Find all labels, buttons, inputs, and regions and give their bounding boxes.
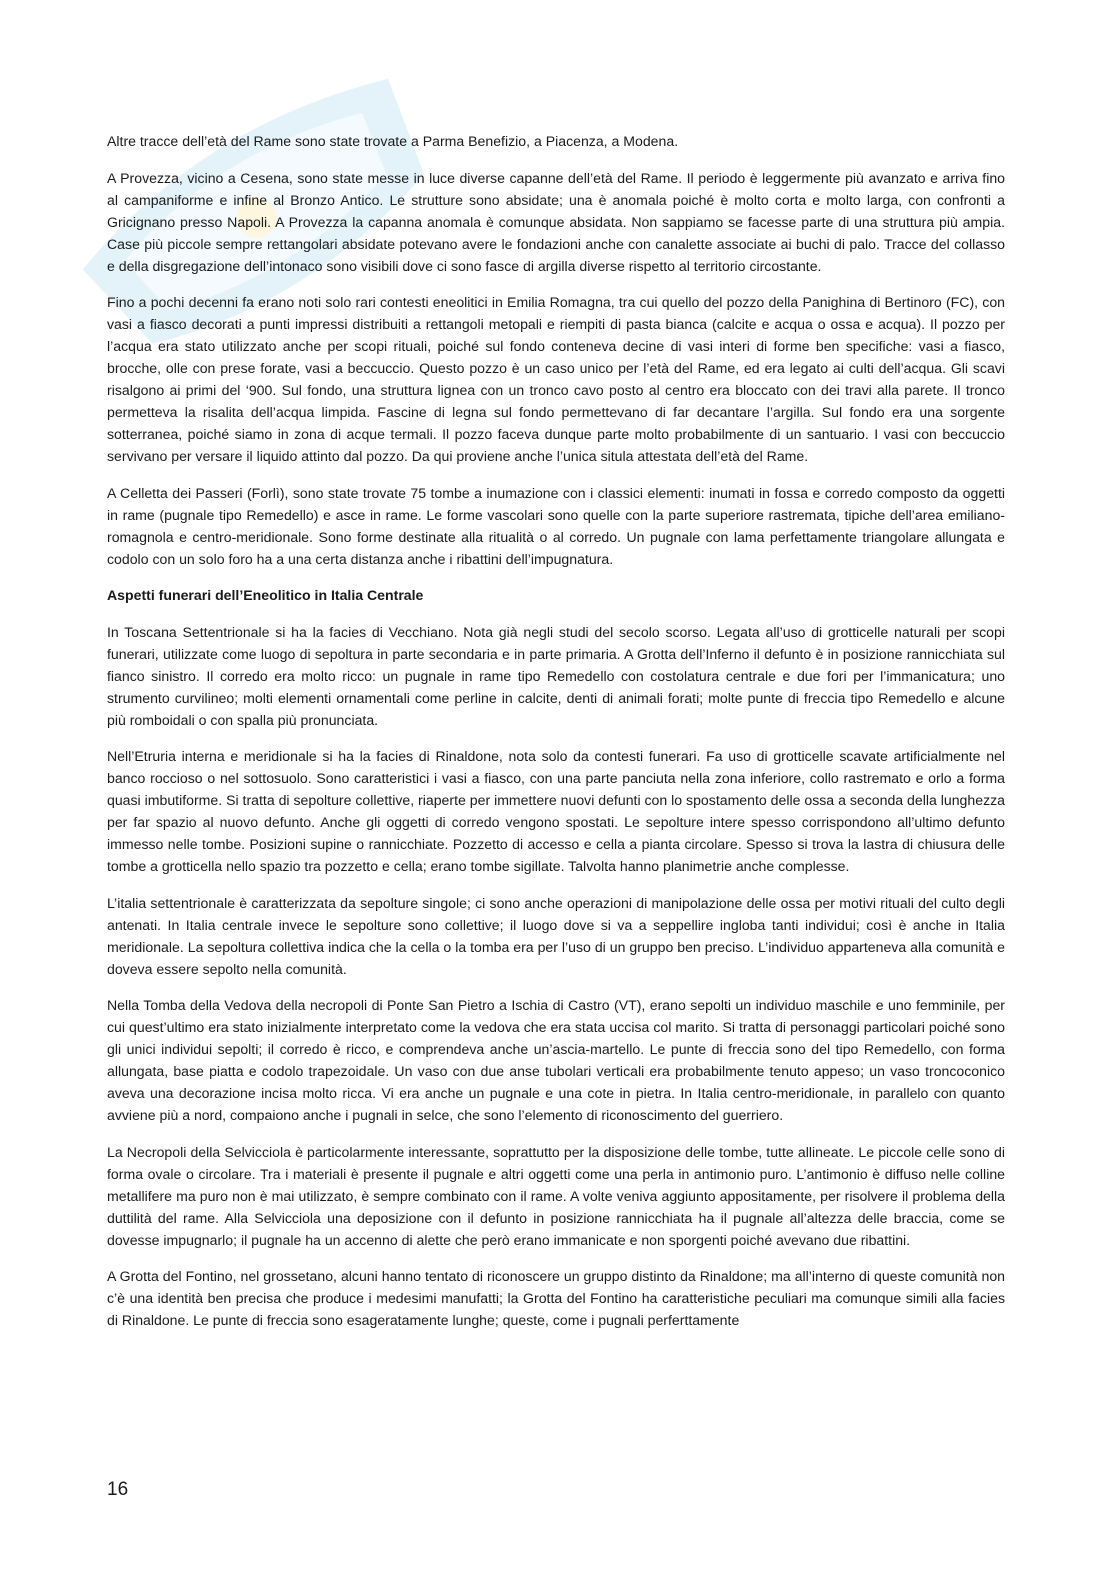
paragraph-8: Nella Tomba della Vedova della necropoli di Ponte San Pietro a Ischia di Castro (VT), erano sepolti un individuo maschile e uno femminile, per cui quest’ultimo era stato inizialmente interpretato come la vedova che era stata uccisa col marito. Si tratta di personaggi particolari poiché sono gli unici individui sepolti; il corredo è ricco, e comprendeva anche un’ascia-martello. Le punte di freccia sono del tipo Remedello, con forma allungata, base piatta e codolo trapezoidale. Un vaso con due anse tubolari verticali era probabilmente tenuto appeso; un vaso troncoconico aveva una decorazione incisa molto ricca. Vi era anche un pugnale e una cote in pietra. In Italia centro-meridionale, in parallelo con quanto avviene più a nord, compaiono anche i pugnali in selce, che sono l’elemento di riconoscimento del guerriero.: [107, 997, 1005, 1123]
page-number: 16: [107, 1479, 129, 1500]
paragraph-3: Fino a pochi decenni fa erano noti solo rari contesti eneolitici in Emilia Romagna, tra cui quello del pozzo della Panighina di Bertinoro (FC), con vasi a fiasco decorati a punti impressi distribuiti a rettangoli metopali e riempiti di pasta bianca (calcite e acqua o ossa e acqua). Il pozzo per l’acqua era stato utilizzato anche per scopi rituali, poiché sul fondo conteneva decine di vasi interi di forme ben specifiche: vasi a fiasco, brocche, olle con prese forate, vasi a beccuccio. Questo pozzo è un caso unico per l’età del Rame, ed era legato ai culti dell’acqua. Gli scavi risalgono ai primi del ‘900. Sul fondo, una struttura lignea con un tronco cavo posto al centro era bloccato con dei travi alla parete. Il tronco permetteva la risalita dell’acqua limpida. Fascine di legna sul fondo permettevano di far decantare l’argilla. Sul fondo era una sorgente sotterranea, poiché siamo in zona di acque termali. Il pozzo faceva dunque parte molto probabilmente di un santuario. I vasi con beccuccio servivano per versare il liquido attinto dal pozzo. Da qui proviene anche l’unica situla attestata dell’età del Rame.: [107, 294, 1005, 464]
paragraph-9: La Necropoli della Selvicciola è particolarmente interessante, soprattutto per la disposizione delle tombe, tutte allineate. Le piccole celle sono di forma ovale o circolare. Tra i materiali è presente il pugnale e altri oggetti come una perla in antimonio puro. L’antimonio è diffuso nelle colline metallifere ma puro non è mai utilizzato, è sempre combinato con il rame. A volte veniva aggiunto appositamente, per risolvere il problema della duttilità del rame. Alla Selvicciola una deposizione con il defunto in posizione rannicchiata ha il pugnale all’altezza delle braccia, come se dovesse impugnarlo; il pugnale ha un accenno di alette che però erano immanicate e non sporgenti poiché avevano due ribattini.: [107, 1143, 1005, 1248]
paragraph-2: A Provezza, vicino a Cesena, sono state messe in luce diverse capanne dell’età del Rame. Il periodo è leggermente più avanzato e arriva fino al campaniforme e infine al Bronzo Antico. Le strutture sono absidate; una è anomala poiché è molto corta e molto larga, con confronti a Gricignano presso Napoli. A Provezza la capanna anomala è comunque absidata. Non sappiamo se facesse parte di una struttura più ampia. Case più piccole sempre rettangolari absidate potevano avere le fondazioni anche con canalette associate ai buchi di palo. Tracce del collasso e della disgregazione dell’intonaco sono visibili dove ci sono fasce di argilla diverse rispetto al territorio circostante.: [107, 169, 1005, 274]
section-heading: Aspetti funerari dell’Eneolitico in Italia Centrale: [107, 587, 424, 603]
paragraph-5: In Toscana Settentrionale si ha la facies di Vecchiano. Nota già negli studi del secolo scorso. Legata all’uso di grotticelle naturali per scopi funerari, utilizzate come luogo di sepoltura in parte secondaria e in parte primaria. A Grotta dell’Inferno il defunto è in posizione rannicchiata sul fianco sinistro. Il corredo era molto ricco: un pugnale in rame tipo Remedello con costolatura centrale e due fori per l’immanicatura; uno strumento curvilineo; molti elementi ornamentali come perline in calcite, denti di animali forati; molte punte di freccia tipo Remedello e alcune più romboidali o con spalla più pronunciata.: [107, 623, 1005, 728]
paragraph-7: L’italia settentrionale è caratterizzata da sepolture singole; ci sono anche operazioni di manipolazione delle ossa per motivi rituali del culto degli antenati. In Italia centrale invece le sepolture sono collettive; il luogo dove si va a seppellire ingloba tanti individui; così è anche in Italia meridionale. La sepoltura collettiva indica che la cella o la tomba era per l’uso di un gruppo ben preciso. L’individuo apparteneva alla comunità e doveva essere sepolto nella comunità.: [107, 894, 1005, 977]
paragraph-1: Altre tracce dell’età del Rame sono state trovate a Parma Benefizio, a Piacenza, a Modena.: [107, 133, 679, 149]
paragraph-4: A Celletta dei Passeri (Forlì), sono state trovate 75 tombe a inumazione con i classici elementi: inumati in fossa e corredo composto da oggetti in rame (pugnale tipo Remedello) e asce in rame. Le forme vascolari sono quelle con la parte superiore rastremata, tipiche dell’area emiliano-romagnola e centro-meridionale. Sono forme destinate alla ritualità o al corredo. Un pugnale con lama perfettamente triangolare allungata e codolo con un solo foro ha a una certa distanza anche i ribattini dell’impugnatura.: [107, 484, 1005, 567]
document-page: [107, 130, 1005, 1346]
paragraph-6: Nell’Etruria interna e meridionale si ha la facies di Rinaldone, nota solo da contesti funerari. Fa uso di grotticelle scavate artificialmente nel banco roccioso o nel sottosuolo. Sono caratteristici i vasi a fiasco, con una parte panciuta nella zona inferiore, collo rastremato e orlo a forma quasi imbutiforme. Si tratta di sepolture collettive, riaperte per immettere nuovi defunti con lo spostamento delle ossa a seconda della lunghezza per far spazio al nuovo defunto. Anche gli oggetti di corredo vengono spostati. Le sepolture intere spesso corrispondono all’ultimo defunto immesso nelle tombe. Posizioni supine o rannicchiate. Pozzetto di accesso e cella a pianta circolare. Spesso si trova la lastra di chiusura delle tombe a grotticella nello spazio tra pozzetto e cella; erano tombe sigillate. Talvolta hanno planimetrie anche complesse.: [107, 748, 1005, 874]
paragraph-10: A Grotta del Fontino, nel grossetano, alcuni hanno tentato di riconoscere un gruppo distinto da Rinaldone; ma all’interno di queste comunità non c’è una identità ben precisa che produce i medesimi manufatti; la Grotta del Fontino ha caratteristiche peculiari ma comunque simili alla facies di Rinaldone. Le punte di freccia sono esageratamente lunghe; queste, come i pugnali perferttamente: [107, 1268, 1005, 1328]
